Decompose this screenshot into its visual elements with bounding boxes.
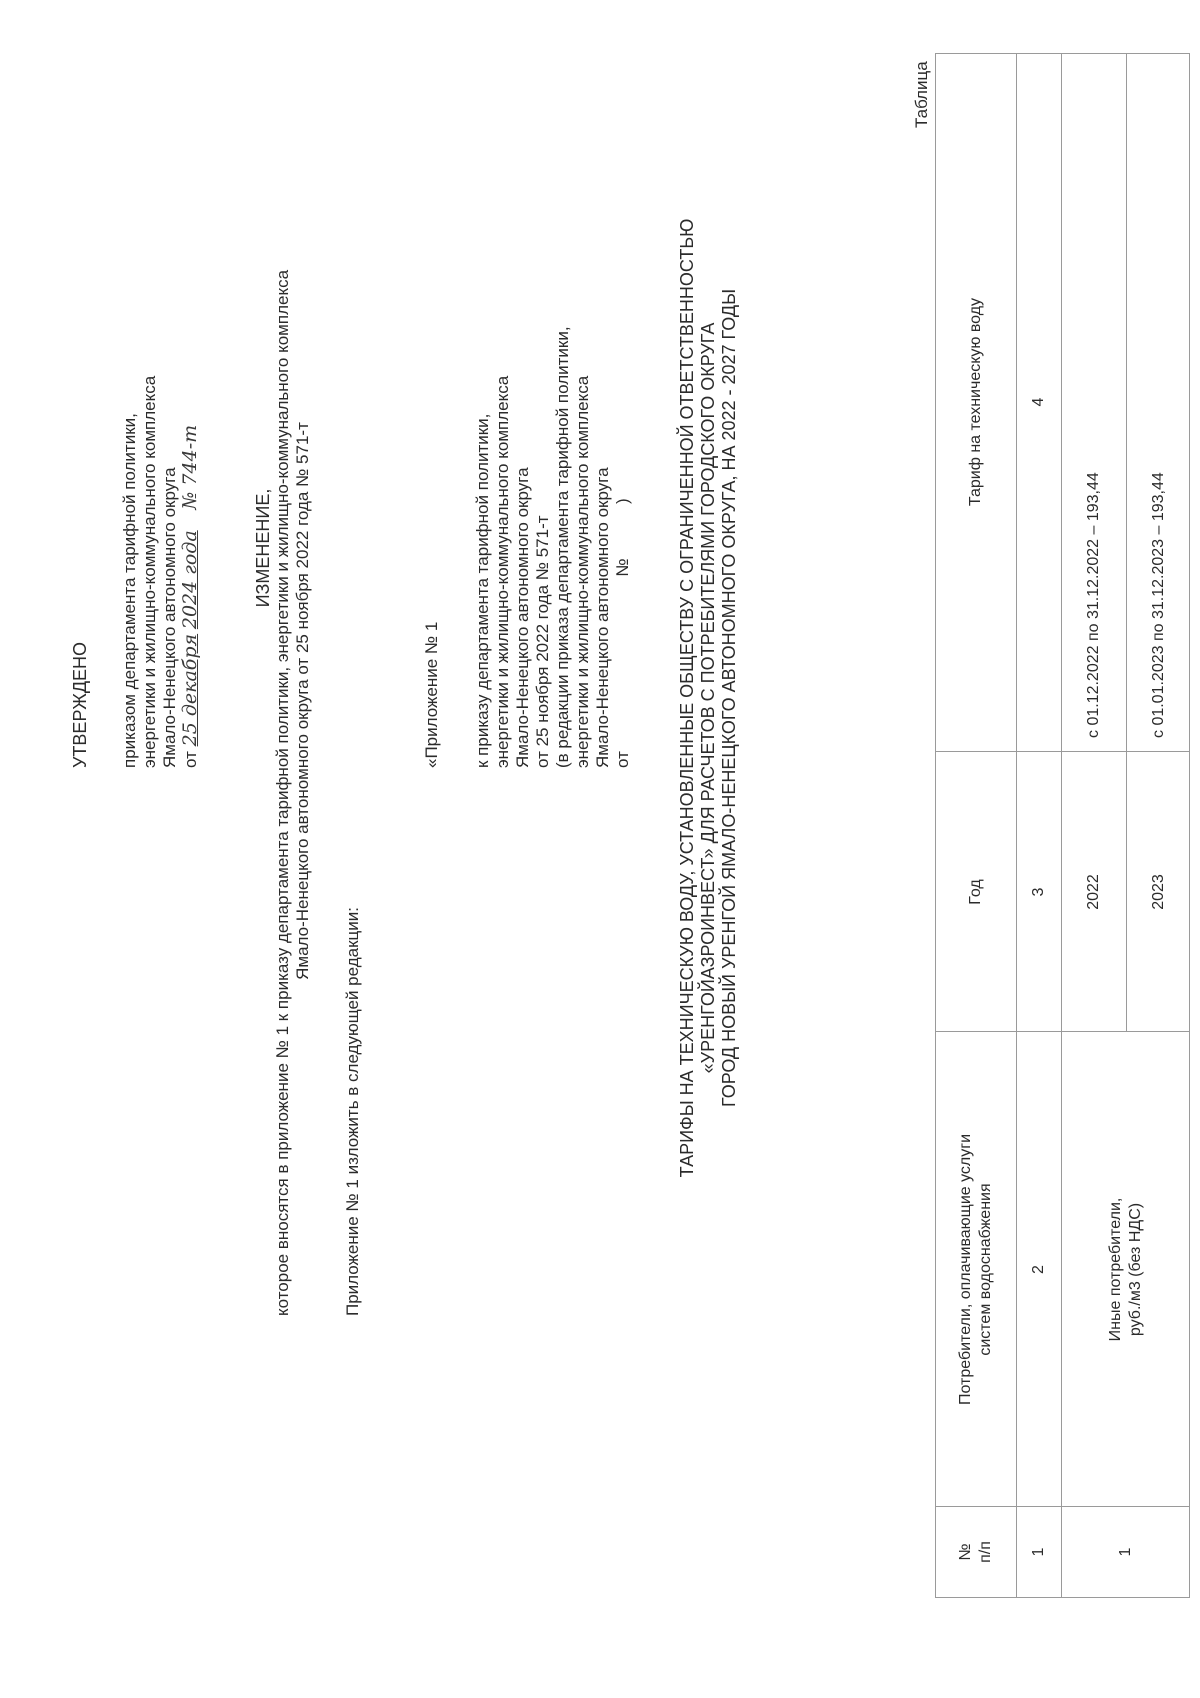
header-consumers-line-2: систем водоснабжения (977, 1183, 994, 1356)
appendix-line-7: Ямало-Ненецкого автономного округа (593, 467, 612, 768)
amendment-statement: Приложение № 1 изложить в следующей редакции: (343, 907, 362, 1316)
table-caption: Таблица (912, 61, 931, 128)
tariff-table (935, 53, 1190, 1598)
heading-line-1: ТАРИФЫ НА ТЕХНИЧЕСКУЮ ВОДУ, УСТАНОВЛЕННЫЕ ОБЩЕСТВУ С ОГРАНИЧЕННОЙ ОТВЕТСТВЕННОСТЬЮ (677, 218, 697, 1178)
row-consumer-line-1: Иные потребители, (1107, 1197, 1124, 1342)
amendment-line-1: которое вносятся в приложение № 1 к приказу департамента тарифной политики, энергетики и жилищно-коммунального комплекса (273, 269, 292, 1316)
row-tariff-2022: с 01.12.2022 по 31.12.2022 – 193,44 (1084, 472, 1102, 738)
header-num-line-1: № (957, 1543, 974, 1561)
row-consumer-line-2: руб./м3 (без НДС) (1127, 1202, 1144, 1337)
amendment-line-2: Ямало-Ненецкого автономного округа от 25 ноября 2022 года № 571-т (293, 422, 312, 980)
appendix-line-4: от 25 ноября 2022 года № 571-т (533, 515, 552, 768)
approval-date-prefix: от (181, 751, 200, 768)
handwritten-year: 2024 года (179, 530, 201, 630)
row-tariff-2023: с 01.01.2023 по 31.12.2023 – 193,44 (1149, 472, 1167, 738)
appendix-line-1: к приказу департамента тарифной политики, (473, 413, 492, 768)
handwritten-number: № 744-т (179, 424, 201, 510)
approval-date-line (180, 425, 201, 768)
appendix-last-from: от (613, 751, 632, 768)
row-num: 1 (1117, 1547, 1134, 1557)
amendment-title: ИЗМЕНЕНИЕ, (253, 488, 273, 608)
header-num-line-2: п/п (977, 1541, 994, 1563)
appendix-line-5: (в редакции приказа департамента тарифной политики, (553, 326, 572, 768)
col-number-1: 1 (1029, 1547, 1047, 1557)
row-year-2023: 2023 (1149, 874, 1167, 910)
heading-line-2: «УРЕНГОЙАЗРОИНВЕСТ» ДЛЯ РАСЧЕТОВ С ПОТРЕБИТЕЛЯМИ ГОРОДСКОГО ОКРУГА (698, 322, 718, 1074)
heading-line-3: ГОРОД НОВЫЙ УРЕНГОЙ ЯМАЛО-НЕНЕЦКОГО АВТОНОМНОГО ОКРУГА, НА 2022 - 2027 ГОДЫ (719, 288, 739, 1108)
header-year: Год (967, 879, 984, 905)
approval-line-2: энергетики и жилищно-коммунального комплекса (140, 375, 159, 768)
row-consumer (1061, 1032, 1191, 1507)
header-consumers (936, 1032, 1016, 1507)
appendix-title: «Приложение № 1 (422, 621, 441, 768)
col-number-3: 3 (1029, 887, 1047, 897)
appendix-line-6: энергетики и жилищно-коммунального комплекса (573, 375, 592, 768)
appendix-line-2: энергетики и жилищно-коммунального комплекса (493, 375, 512, 768)
appendix-last-line (613, 498, 633, 768)
approval-title: УТВЕРЖДЕНО (70, 641, 90, 768)
appendix-last-close: ) (613, 498, 632, 504)
appendix-line-3: Ямало-Ненецкого автономного округа (513, 467, 532, 768)
handwritten-day: 25 декабря (179, 633, 201, 747)
col-number-4: 4 (1029, 397, 1047, 407)
header-num (936, 1507, 1016, 1597)
header-tariff: Тариф на техническую воду (967, 297, 984, 507)
header-consumers-line-1: Потребители, оплачивающие услуги (957, 1133, 974, 1406)
approval-line-3: Ямало-Ненецкого автономного округа (160, 467, 179, 768)
approval-line-1: приказом департамента тарифной политики, (120, 413, 139, 768)
row-year-2022: 2022 (1084, 874, 1102, 910)
col-number-2: 2 (1029, 1265, 1047, 1274)
appendix-last-number: № (613, 558, 632, 577)
